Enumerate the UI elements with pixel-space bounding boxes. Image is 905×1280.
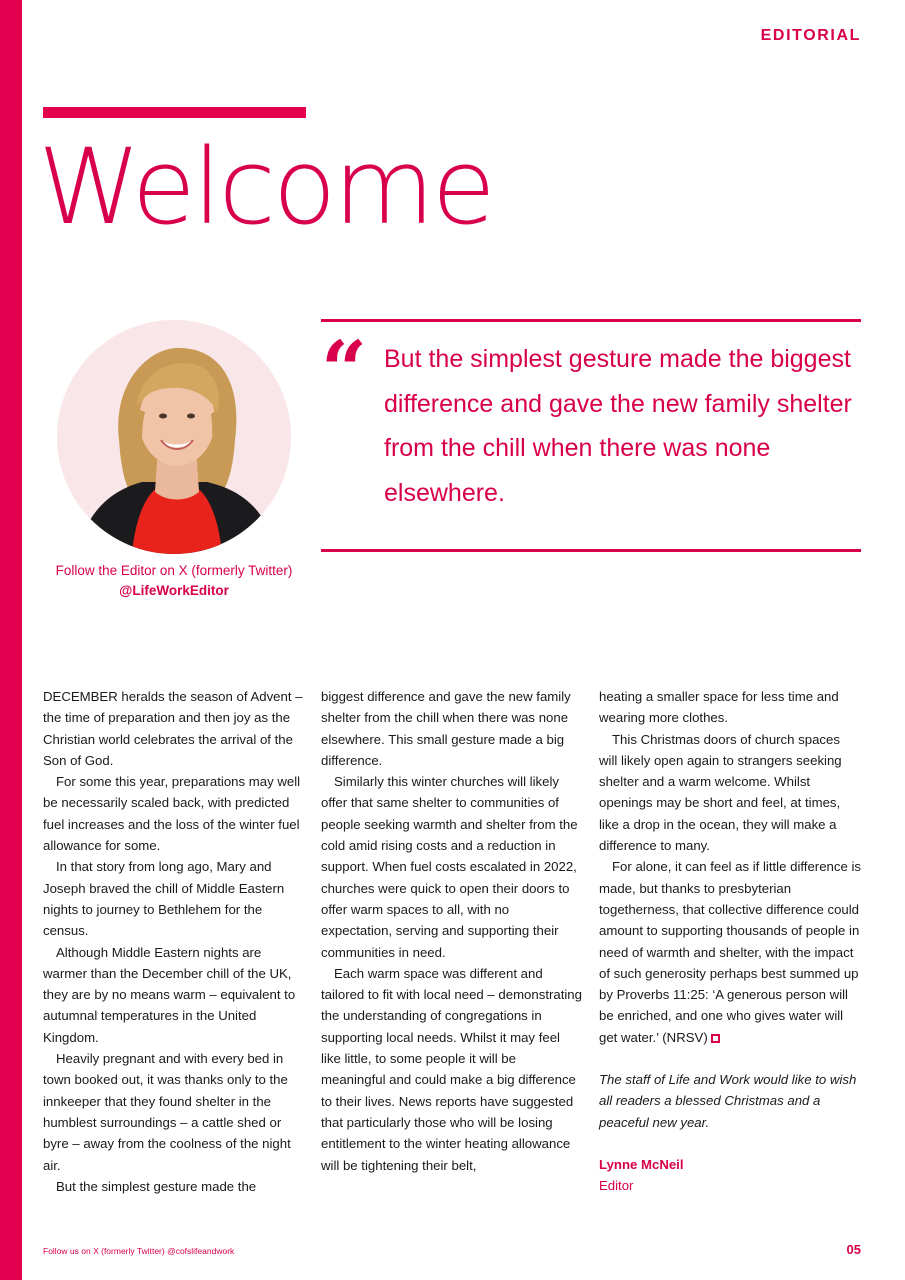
editor-follow-text: Follow the Editor on X (formerly Twitter) (55, 563, 293, 578)
paragraph: Heavily pregnant and with every bed in town booked out, it was thanks only to the innkeeper that they found shelter in the humblest surroundings – a cattle shed or byre – away from the coolness of the night air. (43, 1051, 291, 1173)
pull-quote-text: But the simplest gesture made the biggest difference and gave the new family shelter from the chill when there was none elsewhere. (384, 345, 852, 507)
paragraph: For some this year, preparations may well be necessarily scaled back, with predicted fuel increases and the loss of the winter fuel allowance for some. (43, 774, 301, 854)
quote-top-rule (321, 319, 861, 322)
paragraph: Each warm space was different and tailored to fit with local need – demonstrating the understanding of congregations in supporting local needs. Whilst it may feel like little, to some people it will be meaningful and could make a big difference to their lives. News reports have suggested that particularly those who will be losing entitlement to the winter heating allowance will be tightening their belt, (321, 965, 582, 1173)
paragraph: biggest difference and gave the new family shelter from the chill when there was none elsewhere. This small gesture made a big difference. (321, 689, 571, 768)
paragraph: Although Middle Eastern nights are warmer than the December chill of the UK, they are by no means warm – equivalent to autumnal temperatures in the United Kingdom. (43, 944, 296, 1045)
title-rule (43, 107, 306, 118)
editor-follow-box (40, 561, 308, 601)
left-accent-bar (0, 0, 22, 1280)
article-column-3 (599, 686, 861, 1197)
paragraph: In that story from long ago, Mary and Joseph braved the chill of Middle Eastern nights to journey to Bethlehem for the census. (43, 859, 285, 939)
paragraph: This Christmas doors of church spaces will likely open again to strangers seeking shelter and a warm welcome. Whilst openings may be short and feel, at times, like a drop in the ocean, they will make a difference to many. (599, 731, 842, 854)
sign-off: The staff of Life and Work would like to wish all readers a blessed Christmas and a peaceful new year. (599, 1072, 857, 1130)
quote-bottom-rule (321, 549, 861, 552)
page-number: 05 (846, 1242, 861, 1257)
editor-portrait-illustration (57, 320, 291, 554)
author-name: Lynne McNeil (599, 1156, 684, 1172)
author-role: Editor (599, 1178, 634, 1194)
page-title-text: Welcome (38, 126, 493, 248)
editor-handle[interactable]: @LifeWorkEditor (119, 583, 229, 598)
editor-portrait (57, 320, 291, 554)
paragraph: heating a smaller space for less time and wearing more clothes. (599, 689, 839, 726)
paragraph: DECEMBER heralds the season of Advent – the time of preparation and then joy as the Christian world celebrates the arrival of the Son of God. (43, 689, 303, 768)
paragraph (599, 856, 861, 1048)
quote-mark-icon: “ (321, 323, 368, 417)
paragraph-text: For alone, it can feel as if little difference is made, but thanks to presbyterian togetherness, that collective difference could amount to supporting thousands of people in need of warmth and shelter, with the impact of such generosity perhaps best summed up by Proverbs 11:25: ‘A generous person will be enriched, and one who gives water will get water.’ (NRSV) (599, 859, 861, 1045)
end-of-article-icon (711, 1034, 720, 1043)
page-title (38, 126, 493, 248)
paragraph: Similarly this winter churches will likely offer that same shelter to communities of people seeking warmth and shelter from the cold amid rising costs and a reduction in support. When fuel costs escalated in 2022, churches were quick to open their doors to offer warm spaces to all, with no expectation, serving and supporting their communities in need. (321, 774, 578, 960)
article-column-2 (321, 686, 583, 1176)
footer-follow: Follow us on X (formerly Twitter) @cofslifeandwork (43, 1246, 235, 1256)
section-label: EDITORIAL (760, 27, 861, 44)
article-column-1 (43, 686, 305, 1197)
paragraph: But the simplest gesture made the (56, 1178, 257, 1194)
